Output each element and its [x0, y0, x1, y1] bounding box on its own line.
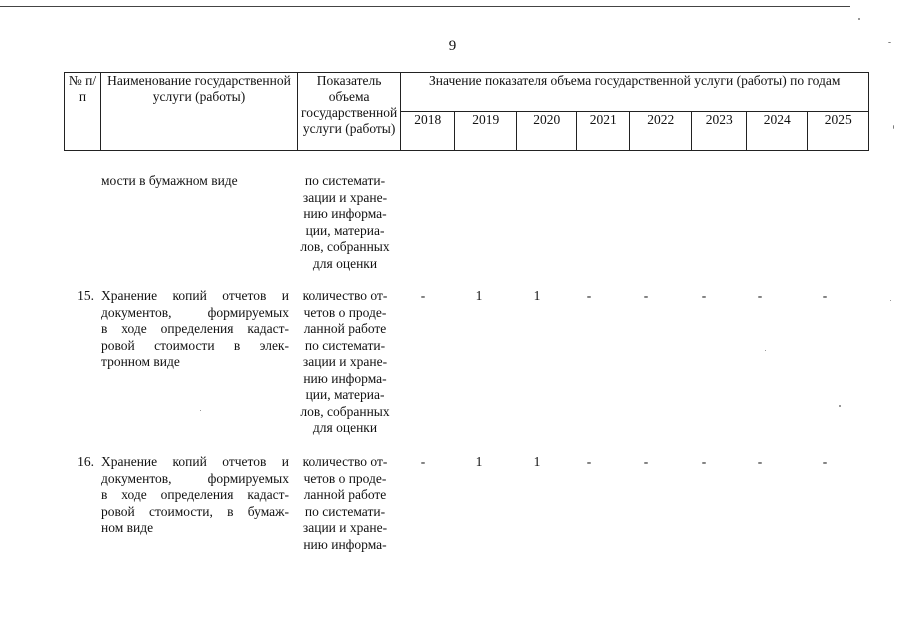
scan-speck: [765, 350, 766, 351]
name-line: ном виде: [101, 520, 154, 535]
indicator-line: нию информа-: [303, 370, 387, 386]
name-line: документов, формируемых: [101, 470, 289, 486]
year-value: -: [822, 288, 828, 303]
year-value: 1: [533, 454, 541, 469]
indicator-line: ланной работе: [303, 487, 387, 502]
indicator-line: лов, собранных: [300, 239, 390, 254]
header-year: 2021: [577, 112, 630, 151]
indicator-line: ланной работе: [303, 321, 387, 336]
indicator-line: для оценки: [312, 255, 378, 271]
indicator: [296, 454, 394, 553]
name-line: ровой стоимости, в бумаж-: [101, 503, 289, 519]
header-year: 2022: [630, 112, 692, 151]
indicator-line: зации и хране-: [302, 354, 388, 369]
name-line: в ходе определения кадаст-: [101, 321, 289, 336]
header-year: 2023: [692, 112, 747, 151]
scan-speck: [888, 42, 891, 43]
service-name: [101, 454, 289, 537]
header-num: № п/п: [65, 73, 101, 151]
header-year: 2020: [517, 112, 577, 151]
indicator-line: ции, материа-: [305, 387, 385, 402]
scan-speck: [200, 410, 201, 411]
year-value: -: [822, 454, 828, 469]
year-value: 1: [475, 454, 483, 469]
indicator-line: по системати-: [304, 503, 386, 519]
indicator-line: нию информа-: [303, 536, 387, 552]
indicator-line: зации и хране-: [302, 189, 388, 205]
header-name: Наименование государственной услуги (работы): [101, 73, 298, 151]
year-value: -: [420, 454, 426, 469]
indicator-line: зации и хране-: [302, 520, 388, 535]
year-value: -: [757, 288, 763, 303]
name-line: в ходе определения кадаст-: [101, 487, 289, 502]
year-value: -: [643, 288, 649, 303]
indicator: [296, 288, 394, 437]
page-number: 9: [448, 38, 457, 54]
name-line: мости в бумажном виде: [101, 173, 238, 188]
header-indicator: Показатель объема государственной услуги (работы): [298, 73, 401, 151]
scan-speck: [890, 300, 891, 301]
year-value: -: [757, 454, 763, 469]
scan-top-line: [0, 6, 850, 7]
name-line: Хранение копий отчетов и: [101, 454, 289, 469]
indicator-line: по системати-: [304, 337, 386, 353]
year-value: -: [701, 288, 707, 303]
scan-speck: [858, 18, 860, 20]
indicator-line: количество от-: [302, 288, 388, 303]
header-year: 2025: [808, 112, 869, 151]
indicator-line: четов о проде-: [303, 304, 387, 320]
year-value: 1: [475, 288, 483, 303]
indicator-line: ции, материа-: [305, 222, 385, 238]
table-header: [64, 72, 869, 151]
name-line: Хранение копий отчетов и: [101, 288, 289, 303]
scan-speck: [839, 405, 841, 407]
header-year: 2024: [747, 112, 808, 151]
name-line: тронном виде: [101, 354, 180, 369]
scan-speck: [893, 125, 894, 129]
year-value: -: [420, 288, 426, 303]
indicator-line: нию информа-: [303, 206, 387, 221]
indicator-line: лов, собранных: [300, 403, 390, 419]
year-value: -: [701, 454, 707, 469]
year-value: -: [643, 454, 649, 469]
year-value: -: [586, 454, 592, 469]
year-value: 1: [533, 288, 541, 303]
indicator-line: количество от-: [302, 454, 388, 469]
service-name: [101, 173, 289, 190]
indicator-line: по системати-: [304, 173, 386, 188]
row-number: 15.: [77, 288, 94, 303]
header-values-group: Значение показателя объема государственной услуги (работы) по годам: [401, 73, 869, 112]
name-line: ровой стоимости в элек-: [101, 337, 289, 353]
header-year: 2018: [401, 112, 455, 151]
header-year: 2019: [455, 112, 517, 151]
indicator-line: для оценки: [312, 420, 378, 435]
service-name: [101, 288, 289, 371]
indicator: [296, 173, 394, 272]
name-line: документов, формируемых: [101, 304, 289, 320]
row-number: 16.: [77, 454, 94, 469]
indicator-line: четов о проде-: [303, 470, 387, 486]
year-value: -: [586, 288, 592, 303]
